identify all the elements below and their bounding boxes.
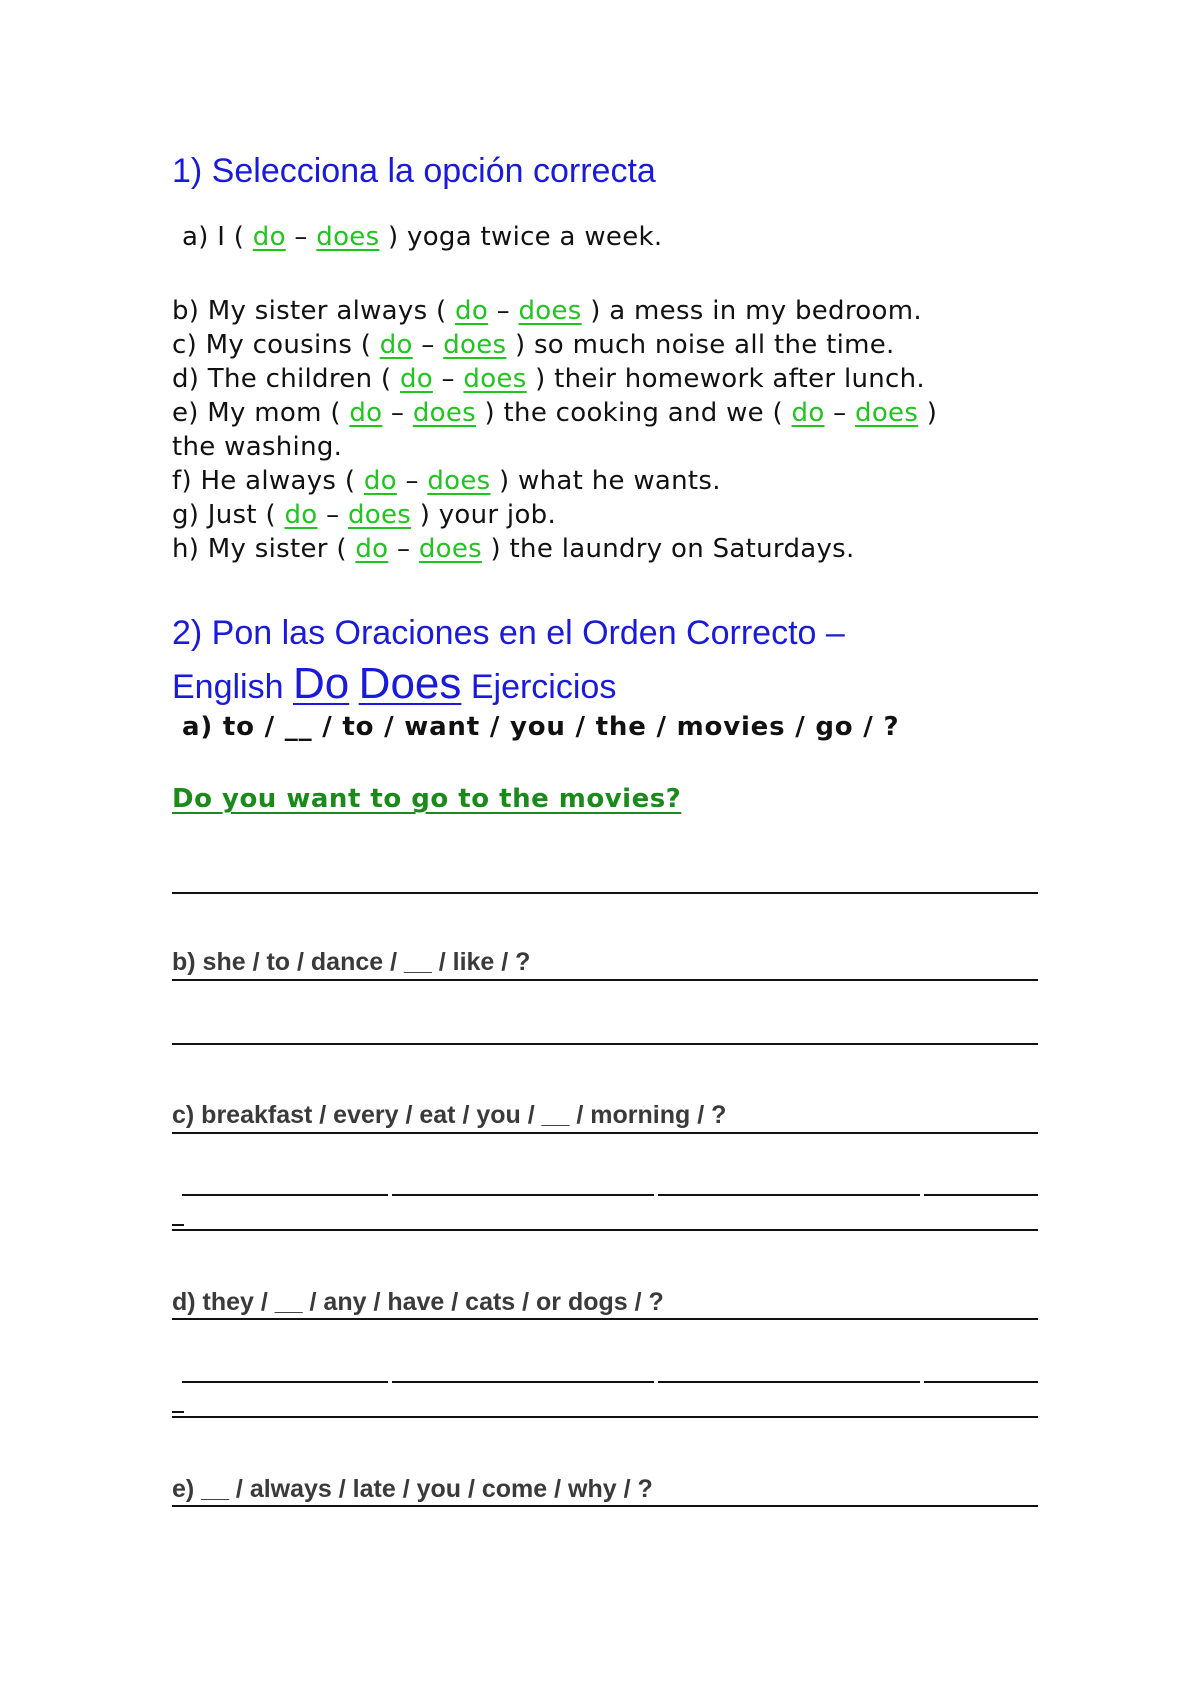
exercise-item-c bbox=[172, 330, 895, 360]
question-underline bbox=[172, 1318, 1038, 1320]
answer-line-segment[interactable] bbox=[392, 1381, 654, 1383]
question-underline bbox=[172, 979, 1038, 981]
item-text: ) so much noise all the time. bbox=[506, 330, 895, 360]
example-answer: Do you want to go to the movies? bbox=[172, 784, 682, 814]
option-separator: – bbox=[441, 364, 455, 394]
question-b: b) she / to / dance / __ / like / ? bbox=[172, 948, 531, 976]
item-text: b) My sister always ( bbox=[172, 296, 456, 326]
option-do[interactable]: do bbox=[379, 330, 413, 360]
question-d: d) they / __ / any / have / cats / or dogs / ? bbox=[172, 1288, 664, 1316]
option-separator: – bbox=[294, 222, 308, 252]
option-do[interactable]: do bbox=[363, 466, 397, 496]
heading-text: English bbox=[172, 668, 293, 706]
option-does[interactable]: does bbox=[347, 500, 412, 530]
answer-line-segment[interactable] bbox=[924, 1194, 1038, 1196]
answer-line-segment[interactable] bbox=[658, 1381, 920, 1383]
item-text: ) what he wants. bbox=[490, 466, 721, 496]
answer-line-segment[interactable] bbox=[924, 1381, 1038, 1383]
section-1-heading: 1) Selecciona la opción correcta bbox=[172, 152, 656, 190]
item-text: ) a mess in my bedroom. bbox=[581, 296, 922, 326]
item-text: a) I ( bbox=[182, 222, 253, 252]
option-do[interactable]: do bbox=[399, 364, 433, 394]
option-separator: – bbox=[496, 296, 510, 326]
item-text: d) The children ( bbox=[172, 364, 400, 394]
heading-do-link[interactable]: Do bbox=[292, 659, 350, 708]
item-text: ) the laundry on Saturdays. bbox=[481, 534, 855, 564]
option-do[interactable]: do bbox=[284, 500, 318, 530]
answer-line-dash bbox=[172, 1411, 184, 1413]
option-do[interactable]: do bbox=[252, 222, 286, 252]
item-text: c) My cousins ( bbox=[172, 330, 380, 360]
question-underline bbox=[172, 1505, 1038, 1507]
option-separator: – bbox=[396, 534, 411, 564]
option-does[interactable]: does bbox=[443, 330, 507, 360]
option-do[interactable]: do bbox=[349, 398, 383, 428]
section-2-heading: 2) Pon las Oraciones en el Orden Correcto – bbox=[172, 614, 845, 652]
item-text: e) My mom ( bbox=[172, 398, 350, 428]
answer-line-segment[interactable] bbox=[658, 1194, 920, 1196]
option-does[interactable]: does bbox=[316, 222, 380, 252]
answer-line[interactable] bbox=[172, 892, 1038, 894]
option-do[interactable]: do bbox=[355, 534, 389, 564]
item-text: ) yoga twice a week. bbox=[379, 222, 663, 252]
answer-line-dash bbox=[172, 1224, 184, 1226]
exercise-item-d bbox=[172, 364, 925, 394]
question-c: c) breakfast / every / eat / you / __ / morning / ? bbox=[172, 1101, 727, 1129]
item-text: ) bbox=[918, 398, 938, 428]
question-underline bbox=[172, 1132, 1038, 1134]
exercise-item-f bbox=[172, 466, 721, 496]
exercise-item-b bbox=[172, 296, 922, 326]
option-separator: – bbox=[833, 398, 847, 428]
exercise-item-e bbox=[172, 398, 937, 428]
answer-line[interactable] bbox=[172, 1043, 1038, 1045]
item-text: ) the cooking and we ( bbox=[475, 398, 792, 428]
answer-line-segment[interactable] bbox=[392, 1194, 654, 1196]
option-do[interactable]: do bbox=[455, 296, 489, 326]
option-separator: – bbox=[326, 500, 340, 530]
answer-line[interactable] bbox=[172, 1416, 1038, 1418]
option-does[interactable]: does bbox=[418, 534, 482, 564]
question-e: e) __ / always / late / you / come / why / ? bbox=[172, 1475, 653, 1503]
exercise-item-e-continued: the washing. bbox=[172, 432, 343, 462]
option-does[interactable]: does bbox=[855, 398, 919, 428]
example-scrambled: a) to / __ / to / want / you / the / movies / go / ? bbox=[182, 712, 900, 742]
answer-line[interactable] bbox=[172, 1229, 1038, 1231]
option-does[interactable]: does bbox=[412, 398, 476, 428]
item-text: ) their homework after lunch. bbox=[526, 364, 925, 394]
option-separator: – bbox=[405, 466, 419, 496]
option-does[interactable]: does bbox=[427, 466, 491, 496]
heading-text: Ejercicios bbox=[461, 668, 617, 706]
option-separator: – bbox=[421, 330, 435, 360]
option-do[interactable]: do bbox=[791, 398, 825, 428]
heading-does-link[interactable]: Does bbox=[358, 659, 462, 708]
option-does[interactable]: does bbox=[518, 296, 582, 326]
item-text: f) He always ( bbox=[172, 466, 364, 496]
exercise-item-a bbox=[182, 222, 662, 252]
answer-line-segment[interactable] bbox=[182, 1194, 388, 1196]
item-text: ) your job. bbox=[411, 500, 557, 530]
exercise-item-h bbox=[172, 534, 855, 564]
answer-line-segment[interactable] bbox=[182, 1381, 388, 1383]
option-does[interactable]: does bbox=[463, 364, 527, 394]
item-text: h) My sister ( bbox=[172, 534, 356, 564]
exercise-item-g bbox=[172, 500, 556, 530]
item-text: g) Just ( bbox=[172, 500, 285, 530]
option-separator: – bbox=[390, 398, 405, 428]
section-2-heading-line-2 bbox=[172, 656, 616, 715]
